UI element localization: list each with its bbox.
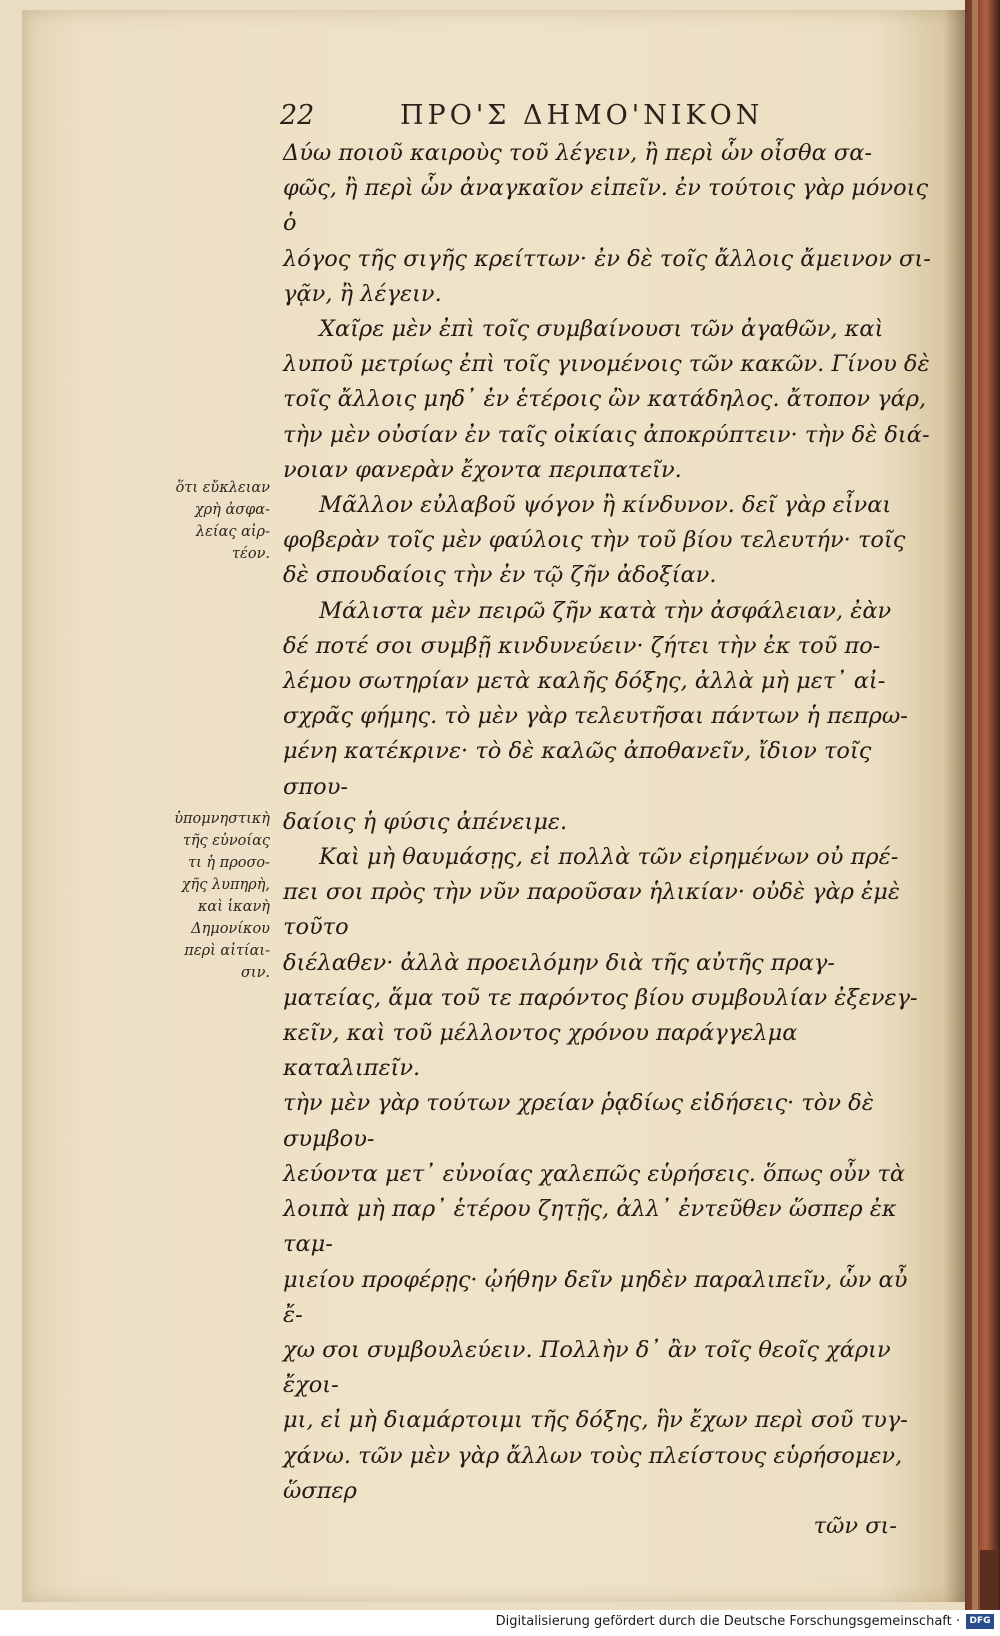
text-line: λέμου σωτηρίαν μετὰ καλῆς δόξης, ἀλλὰ μὴ μετ᾽ αἰ- xyxy=(283,668,886,695)
main-text xyxy=(283,136,933,1544)
marginal-note-line: καὶ ἱκανὴ xyxy=(197,899,270,915)
text-line: φοβερὰν τοῖς μὲν φαύλοις τὴν τοῦ βίου τελευτήν· τοῖς xyxy=(283,527,906,554)
text-line: ματείας, ἅμα τοῦ τε παρόντος βίου συμβουλίαν ἐξενεγ- xyxy=(283,984,918,1011)
text-line: λυποῦ μετρίως ἐπὶ τοῖς γινομένοις τῶν κακῶν. Γίνου δὲ xyxy=(283,351,930,378)
marginal-note-line: λείας αἱρ- xyxy=(195,524,270,540)
marginal-note-2 xyxy=(135,808,270,984)
text-line: μι, εἰ μὴ διαμάρτοιμι τῆς δόξης, ἣν ἔχων περὶ σοῦ τυγ- xyxy=(283,1407,908,1434)
text-line: μένη κατέκρινε· τὸ δὲ καλῶς ἀποθανεῖν, ἴδιον τοῖς σπου- xyxy=(283,738,872,800)
text-line: γᾷν, ἢ λέγειν. xyxy=(283,280,442,307)
text-line: λόγος τῆς σιγῆς κρείττων· ἐν δὲ τοῖς ἄλλοις ἄμεινον σι- xyxy=(283,245,931,272)
text-line: δαίοις ἡ φύσις ἀπένειμε. xyxy=(283,808,568,835)
text-line: χάνω. τῶν μὲν γὰρ ἄλλων τοὺς πλείστους εὑρήσομεν, ὥσπερ xyxy=(283,1442,903,1504)
text-line: Μᾶλλον εὐλαβοῦ ψόγον ἢ κίνδυνον. δεῖ γὰρ εἶναι xyxy=(319,492,892,519)
text-line: πει σοι πρὸς τὴν νῦν παροῦσαν ἡλικίαν· οὐδὲ γὰρ ἐμὲ τοῦτο xyxy=(283,879,900,941)
text-line: Χαῖρε μὲν ἐπὶ τοῖς συμβαίνουσι τῶν ἀγαθῶν, καὶ xyxy=(319,316,884,343)
text-line: νοιαν φανερὰν ἔχοντα περιπατεῖν. xyxy=(283,456,682,483)
marginal-note-line: τέον. xyxy=(232,546,270,562)
spine-edge xyxy=(972,0,978,1610)
text-line: λεύοντα μετ᾽ εὐνοίας χαλεπῶς εὑρήσεις. ὅπως οὖν τὰ xyxy=(283,1160,906,1187)
text-line: διέλαθεν· ἀλλὰ προειλόμην διὰ τῆς αὐτῆς πραγ- xyxy=(283,949,835,976)
text-line: κεῖν, καὶ τοῦ μέλλοντος χρόνου παράγγελμα καταλιπεῖν. xyxy=(283,1020,798,1082)
marginal-note-line: χρὴ ἀσφα- xyxy=(194,502,270,518)
text-line: λοιπὰ μὴ παρ᾽ ἑτέρου ζητῇς, ἀλλ᾽ ἐντεῦθεν ὥσπερ ἐκ ταμ- xyxy=(283,1196,897,1258)
marginal-note-line: τῆς εὐνοίας xyxy=(182,833,270,849)
text-line: Μάλιστα μὲν πειρῶ ζῆν κατὰ τὴν ἀσφάλειαν, ἐὰν xyxy=(319,597,892,624)
text-line: δὲ σπουδαίοις τὴν ἐν τῷ ζῆν ἀδοξίαν. xyxy=(283,562,717,589)
bookmark-ribbon xyxy=(980,1550,998,1610)
text-line: τοῖς ἄλλοις μηδ᾽ ἐν ἑτέροις ὢν κατάδηλος. ἄτοπον γάρ, xyxy=(283,386,927,413)
marginal-note-line: τι ἡ προσο- xyxy=(188,855,270,871)
marginal-note-1 xyxy=(135,477,270,565)
dfg-logo: DFG xyxy=(966,1614,994,1629)
catchword: τῶν σι- xyxy=(813,1512,897,1539)
footer-bar xyxy=(0,1610,1000,1636)
text-line: χω σοι συμβουλεύειν. Πολλὴν δ᾽ ἂν τοῖς θεοῖς χάριν ἔχοι- xyxy=(283,1336,891,1399)
page-number: 22 xyxy=(280,100,315,131)
text-line: τὴν μὲν γὰρ τούτων χρείαν ῥᾳδίως εἰδήσεις· τὸν δὲ συμβου- xyxy=(283,1090,874,1152)
text-line: σχρᾶς φήμης. τὸ μὲν γὰρ τελευτῆσαι πάντων ἡ πεπρω- xyxy=(283,703,908,730)
text-line: τὴν μὲν οὐσίαν ἐν ταῖς οἰκίαις ἀποκρύπτειν· τὴν δὲ διά- xyxy=(283,421,930,448)
funding-credit: Digitalisierung gefördert durch die Deutsche Forschungsgemeinschaft · xyxy=(495,1614,960,1629)
text-line: μιείου προφέρῃς· ᾠήθην δεῖν μηδὲν παραλιπεῖν, ὧν αὖ ἔ- xyxy=(283,1266,908,1328)
marginal-note-line: ὅτι εὔκλειαν xyxy=(175,480,270,496)
marginal-note-line: χῆς λυπηρὴ, xyxy=(181,877,270,893)
marginal-note-line: ὑπομνηστικὴ xyxy=(174,811,270,827)
book-spine xyxy=(965,0,1000,1610)
text-line: δέ ποτέ σοι συμβῇ κινδυνεύειν· ζήτει τὴν ἐκ τοῦ πο- xyxy=(283,632,881,659)
marginal-note-line: περὶ αἰτίαι- xyxy=(184,943,270,959)
marginal-note-line: σιν. xyxy=(240,965,270,981)
text-line: φῶς, ἢ περὶ ὧν ἀναγκαῖον εἰπεῖν. ἐν τούτοις γὰρ μόνοις ὁ xyxy=(283,175,929,237)
text-line: Δύω ποιοῦ καιροὺς τοῦ λέγειν, ἢ περὶ ὧν οἶσθα σα- xyxy=(283,140,873,166)
marginal-note-line: Δημονίκου xyxy=(191,921,270,937)
page-title: ΠΡΟ'Σ ΔΗΜΟ'ΝΙΚΟΝ xyxy=(400,100,764,131)
text-line: Καὶ μὴ θαυμάσῃς, εἰ πολλὰ τῶν εἰρημένων οὐ πρέ- xyxy=(319,844,899,871)
